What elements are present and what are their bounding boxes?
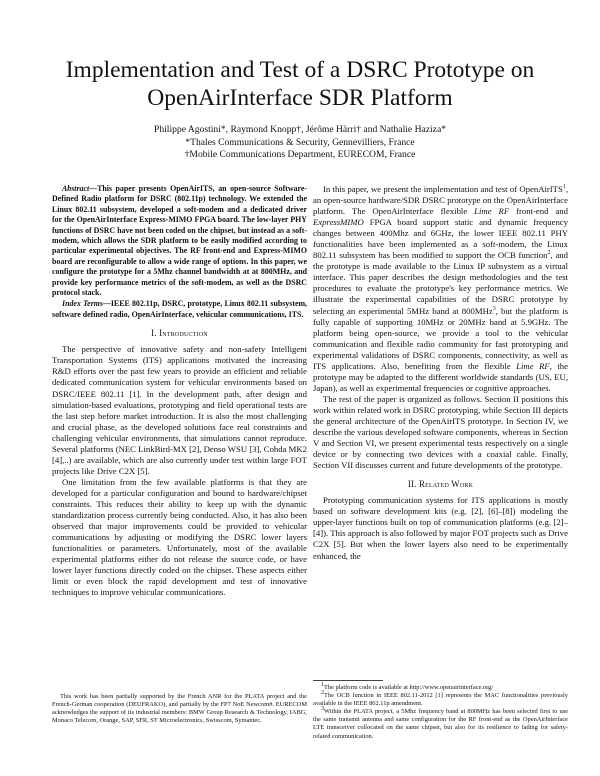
section-heading-introduction: [52, 328, 307, 339]
affiliation-thales: *Thales Communications & Security, Gennevilliers, France: [185, 136, 415, 148]
footnote-3: [313, 708, 568, 740]
index-terms: [52, 299, 307, 320]
section-heading-related-work: [313, 479, 568, 490]
text-run: , an open-source hardware/SDR DSRC prototype on the OpenAirInterface platform. The OpenAirInterface flexible: [313, 184, 568, 217]
lime-rf-term: Lime RF: [474, 206, 510, 217]
footnote-number: 2: [321, 689, 324, 696]
section-name: Related Work: [419, 479, 474, 490]
text-run: front-end and: [509, 206, 568, 217]
intro-paragraph-3: [313, 184, 568, 394]
footnotes-block: [313, 676, 568, 741]
footnote-number: 3: [321, 706, 324, 713]
left-column: [52, 184, 307, 598]
text-run: , the prototype may be adapted to the different worldwide standards (US, EU, Japan), as well as experimental frequencies or cognitive approaches.: [313, 360, 568, 393]
text-run: In this paper, we present the implementation and test of OpenAirITS: [323, 184, 563, 194]
footnote-number: 1: [321, 681, 324, 688]
abstract-text: —This paper presents OpenAirITS, an open-source Software-Defined Radio platform for DSRC (802.11p) technology. We extended the Linux 802.11 subsystem, developed a soft-modem and a dedicated driver for the OpenAirInterface Express-MIMO FPGA board. The low-layer PHY functions of DSRC have not been coded on the chipset, but instead as a soft-modem, which allows the SDR platform to be easily modified according to particular experimental objectives. The RF front-end and Express-MIMO board are reconfigurable to allow a wide range of options. In this paper, we configure the prototype for a 5Mhz channel bandwidth at at 800MHz, and provide key performance metrics of the soft-modem, as well as the DSRC protocol stack.: [52, 184, 307, 298]
text-run: , but the platform is fully capable of supporting 10MHz or 20MHz band at 5.9GHz. The platform being open-source, we provide a tool to the vehicular communication and flexible radio community for fast prototyping and experimental validations of DSRC components, connectivity, as well as ITS applications. Also, benefiting from the flexible: [313, 305, 568, 371]
intro-paragraph-1: The perspective of innovative safety and non-safety Intelligent Transportation Systems (ITS) applications motivated the increasing R&D efforts over the past few years to provide an efficient and reliable dedicated communication system for vehicular environments based on DSRC/IEEE 802.11 [1]. In the development path, after design and simulation-based evaluations, prototyping and field operational tests are the last step before market introduction. It is also the most challenging and crucial phase, as the developed solutions face real constraints and challenging vehicular environments, that simulations cannot reproduce. Several platforms (NEC LinkBird-MX [2], Denso WSU [3], Cohda MK2 [4],..) are available, which are also currently under test within large FOT projects like Drive C2X [5].: [52, 344, 307, 476]
funding-footnote: This work has been partially supported by the French ANR for the PLATA project and the French-German cooperation (DEUFRAKO), and partially by the FP7 NoE Newcom#. EURECOM acknowledges the support of its industrial members: BMW Group Research & Technology, IABG, Monaco Telecom, Orange, SAP, SFR, ST Microelectronics, Swisscom, Symantec.: [52, 693, 307, 725]
footnote-text: The platform code is available at http://www.openairinterface.org/: [324, 684, 494, 691]
expressmimo-term: ExpressMIMO: [313, 217, 364, 228]
author-block: [20, 124, 580, 162]
footnote-text: Within the PLATA project, a 5Mhz frequency band at 800MHz has been selected first to use the same transmit antenna and same configuration for the RF front-end as the OpenAirInterface LTE transceiver collocated on the same chipset, but also for its resilience to fading for safety-related communication.: [313, 708, 568, 740]
title-line-1: Implementation and Test of a DSRC Prototype on: [65, 57, 535, 83]
index-terms-label: Index Terms: [62, 299, 103, 309]
author-names: Philippe Agostini*, Raymond Knopp†, Jérôme Härri† and Nathalie Haziza*: [153, 124, 446, 135]
funding-footnote-block: [52, 693, 307, 725]
text-run: , and the prototype is made available to the Linux IP subsystem as a virtual interface. This paper describes the design methodologies and the test procedures to evaluate the prototype's key performance metrics. We illustrate the experimental capabilities of the DSRC prototype by selecting an experimental 5MHz band at 800MHz: [313, 250, 568, 316]
footnote-divider: [313, 680, 383, 681]
text-run: FPGA board support static and dynamic frequency changes between 400Mhz and 6GHz, the lower IEEE 802.11 PHY functionalities have been implemented as a soft-modem, the Linux 802.11 subsystem has been modified to support the OCB function: [313, 217, 568, 261]
abstract: [52, 184, 307, 298]
affiliation-eurecom: †Mobile Communications Department, EURECOM, France: [184, 149, 416, 160]
footnote-2: [313, 689, 568, 708]
section-number: II.: [407, 479, 417, 490]
section-name: Introduction: [159, 328, 208, 339]
intro-paragraph-4: The rest of the paper is organized as follows. Section II positions this work within related work in DSRC prototyping, while Section III depicts the general architecture of the OpenAirITS prototype. In Section IV, we describe the various developed software components, whereas in Section V and Section VI, we present experimental tests respectively on a single device or by connecting two devices with a coaxial cable. Finally, Section VII discusses current and future developments of the prototype.: [313, 393, 568, 471]
footnote-mark: 3: [492, 305, 496, 312]
related-work-paragraph-1: Prototyping communication systems for ITS applications is mostly based on software development kits (e.g. [2], [6]–[8]) modeling the upper-layer functions built on top of communication platforms (e.g. [2]–[4]). This approach is also followed by major FOT projects such as Drive C2X [5]. But when the lower layers also need to be experimentally enhanced, the: [313, 495, 568, 561]
footnote-mark: 1: [562, 184, 566, 191]
lime-rf-term: Lime RF: [516, 360, 550, 371]
abstract-label: Abstract: [62, 184, 90, 193]
paper-title: [20, 56, 580, 112]
right-column: [313, 184, 568, 562]
footnote-1: [313, 681, 568, 692]
intro-paragraph-2: One limitation from the few available platforms is that they are developed for a particular configuration and bound to hardware/chipset constraints. This reduces their ability to keep up with the dynamic standardization process currently being conducted. Also, it has also been observed that major improvements could be provided to vehicular communications by adjusting or modifying the DSRC lower layers functionalities or parameters. Unfortunately, most of the available experimental platforms either do not release the source code, or have lower layer functions directly coded on the chipset. These aspects either limit or even block the rapid development and test of innovative techniques to improve vehicular communications.: [52, 476, 307, 598]
title-line-2: OpenAirInterface SDR Platform: [147, 85, 453, 111]
index-terms-text: —IEEE 802.11p, DSRC, prototype, Linux 802.11 subsystem, software defined radio, OpenAirInterface, vehicular communications, ITS.: [52, 299, 307, 319]
footnote-text: The OCB function in IEEE 802.11-2012 [1] represents the MAC functionalities previously available in the IEEE 802.11p amendment.: [313, 692, 568, 708]
footnote-mark: 2: [547, 250, 551, 257]
section-number: I.: [151, 328, 157, 339]
